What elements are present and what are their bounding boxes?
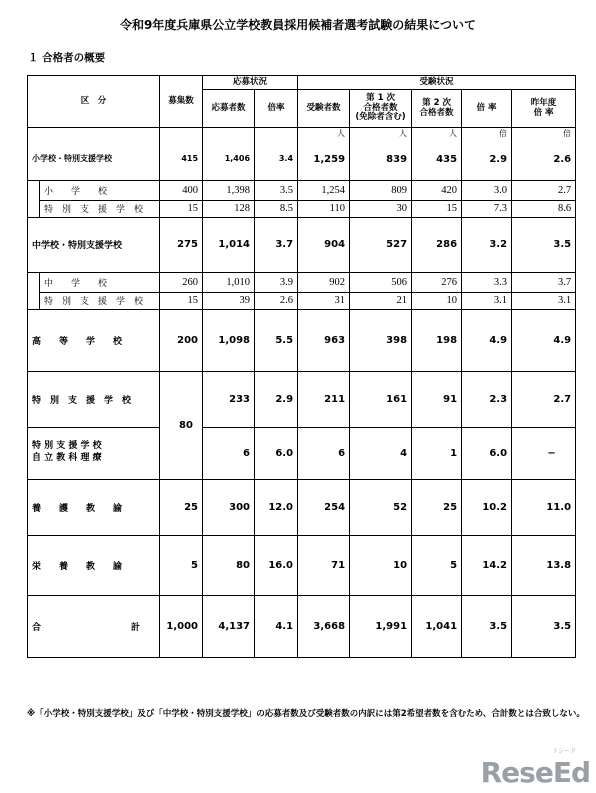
row-label: 栄 養 教 諭 — [28, 535, 160, 595]
row-label: 高 等 学 校 — [28, 309, 160, 371]
cell-examinees: 110 — [298, 200, 350, 217]
indent-spacer — [28, 180, 40, 217]
row-label: 特 別 支 援 学 校 — [28, 371, 160, 427]
unit-second-pass: 人 — [412, 128, 462, 141]
cell-applicants: 6 — [203, 427, 255, 479]
cell-ratio: 10.2 — [462, 479, 512, 535]
header-category: 区 分 — [28, 76, 160, 128]
cell-prev-ratio: 2.7 — [512, 371, 576, 427]
cell-ratio: 3.0 — [462, 180, 512, 200]
cell-second-pass: 91 — [412, 371, 462, 427]
cell-apply-ratio: 3.4 — [255, 128, 298, 181]
row-label: 養 護 教 諭 — [28, 479, 160, 535]
page-title: 令和9年度兵庫県公立学校教員採用候補者選考試験の結果について — [119, 18, 477, 32]
unit-first-pass: 人 — [350, 128, 412, 141]
cell-recruit: 1,000 — [160, 595, 203, 657]
header-applicants: 応募者数 — [203, 90, 255, 128]
cell-prev-ratio: 2.6 — [512, 140, 576, 180]
cell-ratio: 2.3 — [462, 371, 512, 427]
indent-spacer — [28, 272, 40, 309]
cell-second-pass: 10 — [412, 292, 462, 309]
cell-prev-ratio: − — [512, 427, 576, 479]
cell-first-pass: 21 — [350, 292, 412, 309]
cell-first-pass: 4 — [350, 427, 412, 479]
row-label: 特 別 支 援 学 校 — [40, 292, 160, 309]
cell-applicants: 1,098 — [203, 309, 255, 371]
cell-ratio: 3.5 — [462, 595, 512, 657]
cell-ratio: 3.3 — [462, 272, 512, 292]
cell-prev-ratio: 8.6 — [512, 200, 576, 217]
results-table — [27, 75, 576, 658]
cell-first-pass: 839 — [350, 140, 412, 180]
cell-second-pass: 286 — [412, 217, 462, 272]
cell-apply-ratio: 3.5 — [255, 180, 298, 200]
cell-prev-ratio: 2.7 — [512, 180, 576, 200]
cell-first-pass: 527 — [350, 217, 412, 272]
cell-prev-ratio: 3.5 — [512, 217, 576, 272]
cell-examinees: 31 — [298, 292, 350, 309]
header-examinees: 受験者数 — [298, 90, 350, 128]
header-second-pass: 第 2 次 合格者数 — [412, 90, 462, 128]
row-label: 小学校・特別支援学校 — [28, 128, 160, 181]
cell-examinees: 904 — [298, 217, 350, 272]
cell-recruit: 260 — [160, 272, 203, 292]
cell-apply-ratio: 5.5 — [255, 309, 298, 371]
cell-prev-ratio: 3.7 — [512, 272, 576, 292]
cell-apply-ratio: 2.9 — [255, 371, 298, 427]
cell-examinees: 1,259 — [298, 140, 350, 180]
cell-second-pass: 435 — [412, 140, 462, 180]
cell-ratio: 7.3 — [462, 200, 512, 217]
cell-ratio: 2.9 — [462, 140, 512, 180]
cell-applicants: 1,014 — [203, 217, 255, 272]
cell-apply-ratio: 16.0 — [255, 535, 298, 595]
unit-ratio: 倍 — [462, 128, 512, 141]
cell-recruit: 5 — [160, 535, 203, 595]
cell-applicants: 1,010 — [203, 272, 255, 292]
row-label: 特 別 支 援 学 校 自 立 教 科 理 療 — [28, 427, 160, 479]
cell-prev-ratio: 3.5 — [512, 595, 576, 657]
cell-ratio: 3.2 — [462, 217, 512, 272]
row-label: 小 学 校 — [40, 180, 160, 200]
cell-recruit: 275 — [160, 217, 203, 272]
cell-examinees: 254 — [298, 479, 350, 535]
cell-apply-ratio: 6.0 — [255, 427, 298, 479]
cell-apply-ratio: 4.1 — [255, 595, 298, 657]
cell-recruit: 15 — [160, 292, 203, 309]
cell-applicants: 39 — [203, 292, 255, 309]
cell-second-pass: 420 — [412, 180, 462, 200]
cell-first-pass: 52 — [350, 479, 412, 535]
cell-first-pass: 161 — [350, 371, 412, 427]
cell-second-pass: 15 — [412, 200, 462, 217]
cell-first-pass: 809 — [350, 180, 412, 200]
header-prev-ratio: 昨年度 倍 率 — [512, 90, 576, 128]
cell-ratio: 4.9 — [462, 309, 512, 371]
unit-examinees: 人 — [298, 128, 350, 141]
cell-ratio: 14.2 — [462, 535, 512, 595]
cell-applicants: 300 — [203, 479, 255, 535]
cell-examinees: 963 — [298, 309, 350, 371]
header-ratio: 倍 率 — [462, 90, 512, 128]
cell-second-pass: 1,041 — [412, 595, 462, 657]
cell-ratio: 3.1 — [462, 292, 512, 309]
row-label: 中 学 校 — [40, 272, 160, 292]
cell-second-pass: 5 — [412, 535, 462, 595]
unit-prev-ratio: 倍 — [512, 128, 576, 141]
header-first-pass: 第 1 次 合格者数 (免除者含む) — [350, 90, 412, 128]
watermark-sub: リシード — [551, 748, 576, 755]
cell-applicants: 1,398 — [203, 180, 255, 200]
cell-examinees: 71 — [298, 535, 350, 595]
cell-prev-ratio: 13.8 — [512, 535, 576, 595]
header-apply-group: 応募状況 — [203, 76, 298, 90]
cell-first-pass: 30 — [350, 200, 412, 217]
cell-apply-ratio: 2.6 — [255, 292, 298, 309]
cell-examinees: 211 — [298, 371, 350, 427]
cell-first-pass: 398 — [350, 309, 412, 371]
cell-second-pass: 1 — [412, 427, 462, 479]
watermark-logo: ReseEd — [480, 756, 590, 789]
cell-first-pass: 10 — [350, 535, 412, 595]
cell-second-pass: 25 — [412, 479, 462, 535]
cell-recruit: 25 — [160, 479, 203, 535]
cell-second-pass: 276 — [412, 272, 462, 292]
cell-applicants: 4,137 — [203, 595, 255, 657]
footnote: ※「小学校・特別支援学校」及び「中学校・特別支援学校」の応募者数及び受験者数の内訳には第2希望者数を含むため、合計数とは合致しない。 — [27, 709, 585, 719]
cell-apply-ratio: 3.7 — [255, 217, 298, 272]
cell-recruit: 415 — [160, 128, 203, 181]
row-label: 特 別 支 援 学 校 — [40, 200, 160, 217]
cell-ratio: 6.0 — [462, 427, 512, 479]
header-apply-ratio: 倍率 — [255, 90, 298, 128]
cell-examinees: 902 — [298, 272, 350, 292]
section-heading: １ 合格者の概要 — [28, 52, 106, 64]
cell-examinees: 3,668 — [298, 595, 350, 657]
cell-prev-ratio: 4.9 — [512, 309, 576, 371]
cell-prev-ratio: 3.1 — [512, 292, 576, 309]
cell-second-pass: 198 — [412, 309, 462, 371]
row-label: 中学校・特別支援学校 — [28, 217, 160, 272]
cell-apply-ratio: 12.0 — [255, 479, 298, 535]
cell-apply-ratio: 8.5 — [255, 200, 298, 217]
header-recruit: 募集数 — [160, 76, 203, 128]
cell-prev-ratio: 11.0 — [512, 479, 576, 535]
cell-applicants: 80 — [203, 535, 255, 595]
cell-examinees: 1,254 — [298, 180, 350, 200]
cell-first-pass: 506 — [350, 272, 412, 292]
cell-recruit: 80 — [160, 371, 203, 479]
cell-first-pass: 1,991 — [350, 595, 412, 657]
cell-recruit: 200 — [160, 309, 203, 371]
cell-recruit: 400 — [160, 180, 203, 200]
row-label-total: 合 計 — [28, 595, 160, 657]
cell-applicants: 128 — [203, 200, 255, 217]
cell-recruit: 15 — [160, 200, 203, 217]
cell-apply-ratio: 3.9 — [255, 272, 298, 292]
header-exam-group: 受験状況 — [298, 76, 576, 90]
cell-applicants: 1,406 — [203, 128, 255, 181]
cell-applicants: 233 — [203, 371, 255, 427]
cell-examinees: 6 — [298, 427, 350, 479]
